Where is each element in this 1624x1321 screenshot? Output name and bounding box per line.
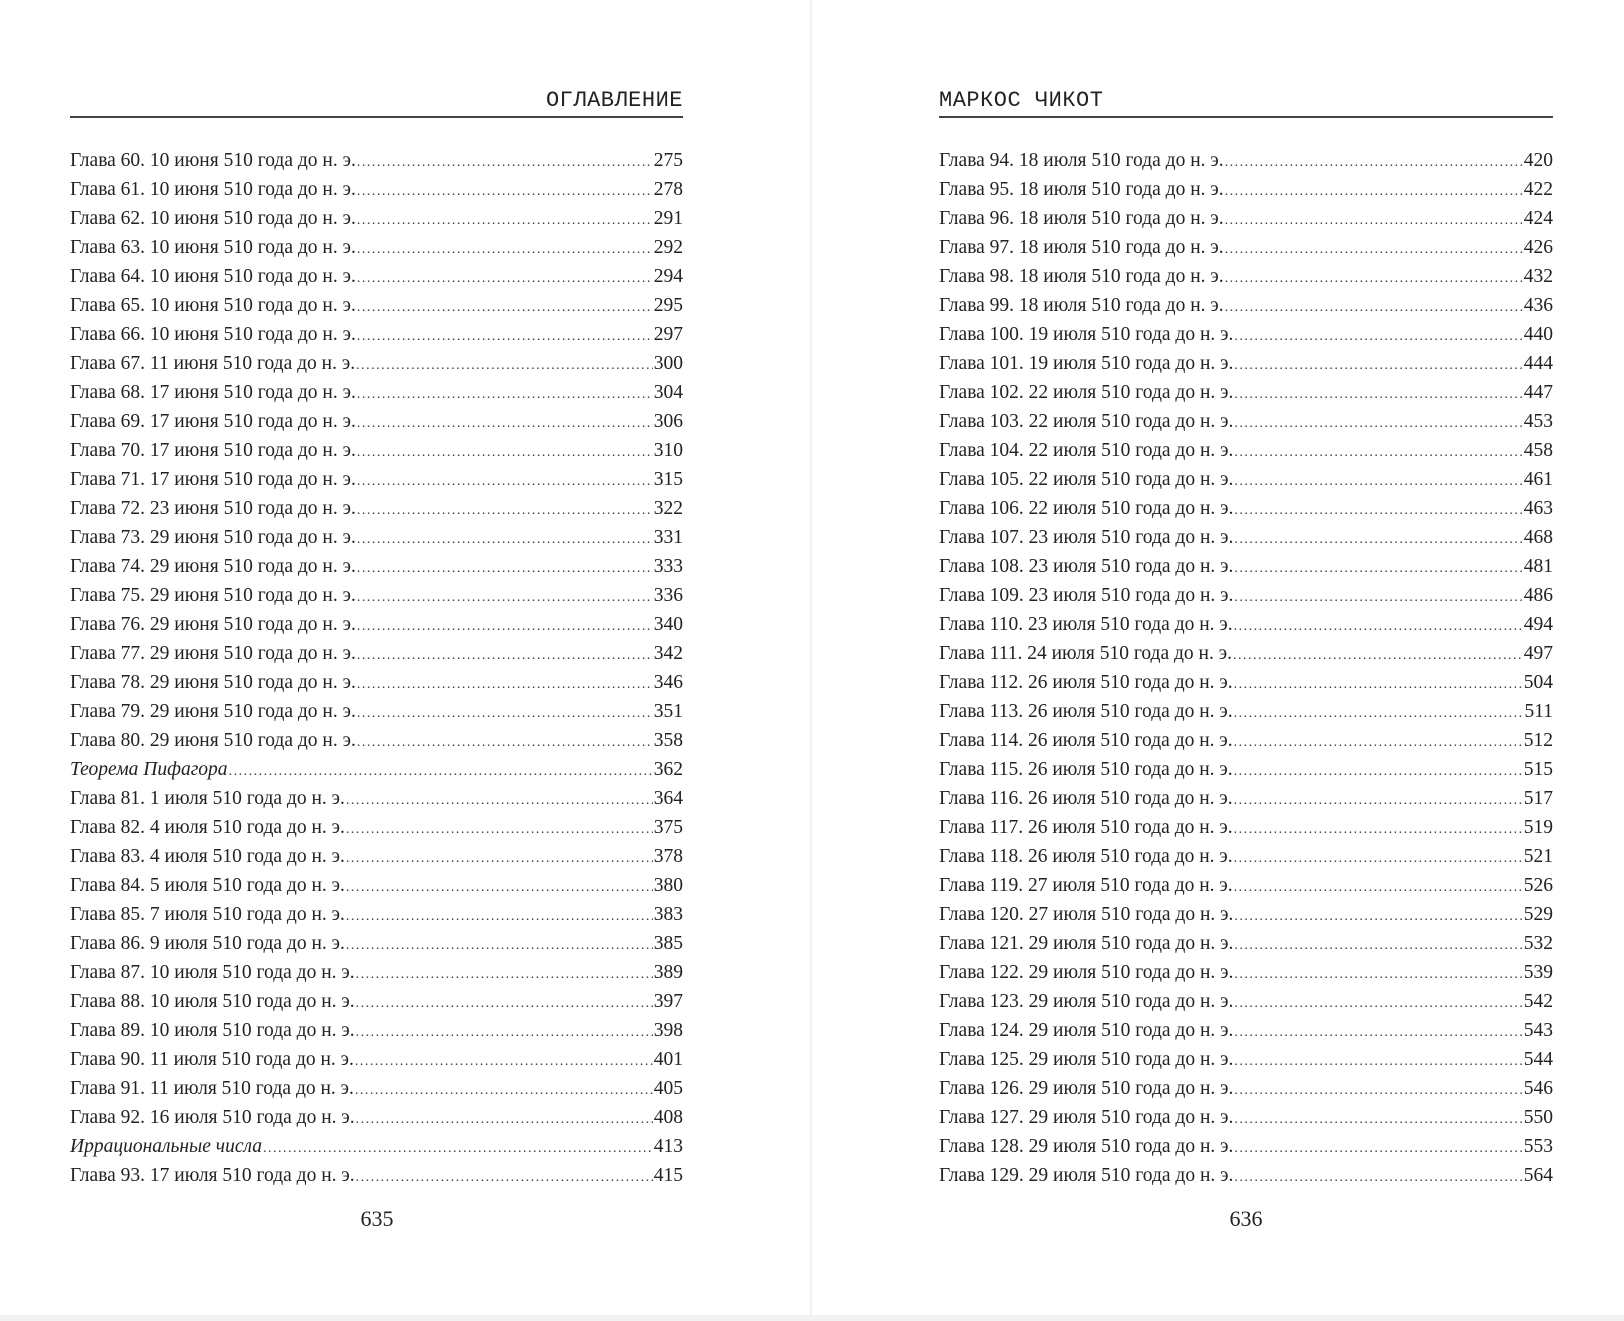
toc-entry [70, 726, 683, 755]
toc-entry-title: Глава 105. 22 июля 510 года до н. э. [939, 469, 1234, 490]
toc-entry-title: Глава 97. 18 июля 510 года до н. э. [939, 237, 1224, 258]
toc-entry-title: Глава 79. 29 июня 510 года до н. э. [70, 701, 356, 722]
toc-entry-title: Глава 96. 18 июля 510 года до н. э. [939, 208, 1224, 229]
dot-leader [357, 728, 653, 757]
toc-entry-title: Теорема Пифагора [70, 759, 228, 780]
toc-entry-page: 440 [1523, 324, 1553, 345]
dot-leader [357, 496, 653, 525]
dot-leader [1225, 235, 1523, 264]
toc-entry-page: 550 [1523, 1107, 1553, 1128]
toc-entry-page: 310 [653, 440, 683, 461]
toc-entry-page: 497 [1523, 643, 1553, 664]
toc-entry-page: 444 [1523, 353, 1553, 374]
toc-entry-title: Глава 113. 26 июля 510 года до н. э. [939, 701, 1233, 722]
dot-leader [1234, 902, 1522, 931]
toc-entry-page: 342 [653, 643, 683, 664]
toc-entry-title: Глава 84. 5 июля 510 года до н. э. [70, 875, 345, 896]
toc-entry [939, 813, 1553, 842]
toc-entry-title: Глава 102. 22 июля 510 года до н. э. [939, 382, 1234, 403]
toc-entry-page: 521 [1523, 846, 1553, 867]
toc-entry-page: 447 [1523, 382, 1553, 403]
dot-leader [356, 1018, 653, 1047]
toc-entry [939, 436, 1553, 465]
dot-leader [356, 1105, 653, 1134]
dot-leader [1234, 670, 1523, 699]
toc-entry-title: Глава 75. 29 июня 510 года до н. э. [70, 585, 356, 606]
toc-entry-title: Иррациональные числа [70, 1136, 262, 1157]
dot-leader [1225, 264, 1523, 293]
toc-entry-page: 468 [1523, 527, 1553, 548]
toc-entry [939, 1045, 1553, 1074]
dot-leader [357, 438, 653, 467]
toc-entry-title: Глава 119. 27 июля 510 года до н. э. [939, 875, 1233, 896]
dot-leader [346, 931, 653, 960]
dot-leader [1234, 583, 1522, 612]
toc-entry-page: 422 [1523, 179, 1553, 200]
toc-entry [939, 581, 1553, 610]
toc-entry [70, 378, 683, 407]
toc-entry-title: Глава 71. 17 июня 510 года до н. э. [70, 469, 356, 490]
toc-entry [939, 784, 1553, 813]
toc-entry-page: 526 [1523, 875, 1553, 896]
toc-entry-title: Глава 116. 26 июля 510 года до н. э. [939, 788, 1233, 809]
toc-entry-page: 420 [1523, 150, 1553, 171]
page-number: 635 [360, 1206, 394, 1231]
toc-entry-title: Глава 87. 10 июля 510 года до н. э. [70, 962, 355, 983]
dot-leader [1225, 148, 1523, 177]
toc-entry-page: 295 [653, 295, 683, 316]
toc-entry-title: Глава 89. 10 июля 510 года до н. э. [70, 1020, 355, 1041]
toc-entry-page: 542 [1523, 991, 1553, 1012]
dot-leader [1234, 815, 1523, 844]
toc-entry [939, 871, 1553, 900]
toc-entry [70, 494, 683, 523]
dot-leader [357, 380, 653, 409]
toc-entry [70, 639, 683, 668]
dot-leader [1225, 177, 1523, 206]
toc-entry-page: 398 [653, 1020, 683, 1041]
toc-entry [70, 1161, 683, 1190]
toc-entry [939, 1161, 1553, 1190]
dot-leader [357, 612, 653, 641]
dot-leader [1234, 699, 1524, 728]
toc-entry-title: Глава 73. 29 июня 510 года до н. э. [70, 527, 356, 548]
toc-entry [939, 610, 1553, 639]
dot-leader [1234, 467, 1522, 496]
toc-entry-page: 515 [1523, 759, 1553, 780]
toc-entry [70, 320, 683, 349]
toc-entry [70, 523, 683, 552]
toc-entry-title: Глава 127. 29 июля 510 года до н. э. [939, 1107, 1234, 1128]
toc-entry-title: Глава 69. 17 июня 510 года до н. э. [70, 411, 356, 432]
toc-entry-title: Глава 124. 29 июля 510 года до н. э. [939, 1020, 1234, 1041]
toc-entry-page: 426 [1523, 237, 1553, 258]
dot-leader [1225, 206, 1523, 235]
toc-entry-page: 458 [1523, 440, 1553, 461]
dot-leader [1234, 1134, 1522, 1163]
toc-entry [939, 494, 1553, 523]
toc-entry-page: 378 [653, 846, 683, 867]
running-header: ОГЛАВЛЕНИЕ [70, 86, 683, 118]
toc-entry-title: Глава 107. 23 июля 510 года до н. э. [939, 527, 1234, 548]
dot-leader [357, 583, 653, 612]
toc-entry-title: Глава 64. 10 июня 510 года до н. э. [70, 266, 356, 287]
dot-leader [1234, 351, 1522, 380]
toc-entry-page: 358 [653, 730, 683, 751]
toc-entry-title: Глава 77. 29 июня 510 года до н. э. [70, 643, 356, 664]
toc-entry-page: 401 [653, 1049, 683, 1070]
dot-leader [356, 351, 653, 380]
toc-entry-title: Глава 80. 29 июня 510 года до н. э. [70, 730, 356, 751]
toc-entry [70, 552, 683, 581]
toc-entry [70, 900, 683, 929]
dot-leader [1234, 496, 1522, 525]
toc-entry-page: 463 [1523, 498, 1553, 519]
toc-entry-title: Глава 122. 29 июля 510 года до н. э. [939, 962, 1234, 983]
toc-entry [70, 1103, 683, 1132]
toc-entry [70, 871, 683, 900]
toc-entry-title: Глава 98. 18 июля 510 года до н. э. [939, 266, 1224, 287]
toc-entry [70, 1045, 683, 1074]
toc-entry-title: Глава 76. 29 июня 510 года до н. э. [70, 614, 356, 635]
right-page [812, 0, 1624, 1321]
toc-entry-title: Глава 114. 26 июля 510 года до н. э. [939, 730, 1233, 751]
toc-entry [939, 842, 1553, 871]
toc-entry-page: 486 [1523, 585, 1553, 606]
toc-entry-title: Глава 90. 11 июля 510 года до н. э. [70, 1049, 354, 1070]
toc-entry [939, 900, 1553, 929]
dot-leader [1234, 1105, 1522, 1134]
toc-list [70, 146, 683, 1190]
toc-entry-page: 432 [1523, 266, 1553, 287]
toc-entry-page: 481 [1523, 556, 1553, 577]
toc-entry-page: 413 [653, 1136, 683, 1157]
dot-leader [346, 873, 653, 902]
dot-leader [1234, 409, 1522, 438]
toc-entry-title: Глава 91. 11 июля 510 года до н. э. [70, 1078, 354, 1099]
dot-leader [346, 902, 653, 931]
toc-entry-title: Глава 118. 26 июля 510 года до н. э. [939, 846, 1233, 867]
toc-entry-page: 292 [653, 237, 683, 258]
toc-entry-page: 461 [1523, 469, 1553, 490]
toc-entry-title: Глава 101. 19 июля 510 года до н. э. [939, 353, 1234, 374]
toc-entry [70, 784, 683, 813]
toc-entry-page: 315 [653, 469, 683, 490]
toc-entry [939, 639, 1553, 668]
toc-entry-title: Глава 72. 23 июня 510 года до н. э. [70, 498, 356, 519]
toc-entry-page: 275 [653, 150, 683, 171]
toc-entry [939, 146, 1553, 175]
dot-leader [1225, 293, 1523, 322]
toc-entry [939, 1016, 1553, 1045]
dot-leader [263, 1134, 653, 1163]
toc-entry-page: 362 [653, 759, 683, 780]
toc-entry-title: Глава 110. 23 июля 510 года до н. э. [939, 614, 1233, 635]
toc-entry-title: Глава 115. 26 июля 510 года до н. э. [939, 759, 1233, 780]
toc-entry [70, 755, 683, 784]
dot-leader [357, 641, 653, 670]
toc-entry [939, 668, 1553, 697]
toc-entry-page: 304 [653, 382, 683, 403]
dot-leader [357, 206, 653, 235]
toc-entry [939, 349, 1553, 378]
toc-entry-page: 532 [1523, 933, 1553, 954]
dot-leader [1234, 989, 1522, 1018]
toc-entry [70, 436, 683, 465]
dot-leader [357, 699, 653, 728]
dot-leader [1234, 728, 1523, 757]
toc-entry-title: Глава 82. 4 июля 510 года до н. э. [70, 817, 345, 838]
toc-entry [939, 697, 1553, 726]
toc-entry-page: 453 [1523, 411, 1553, 432]
toc-entry [939, 523, 1553, 552]
dot-leader [356, 1163, 653, 1192]
dot-leader [1234, 554, 1522, 583]
toc-entry-page: 504 [1523, 672, 1553, 693]
toc-entry [70, 1074, 683, 1103]
toc-entry-title: Глава 88. 10 июля 510 года до н. э. [70, 991, 355, 1012]
toc-entry-title: Глава 109. 23 июля 510 года до н. э. [939, 585, 1234, 606]
toc-entry-page: 512 [1523, 730, 1553, 751]
toc-entry-title: Глава 111. 24 июля 510 года до н. э. [939, 643, 1232, 664]
toc-entry-page: 494 [1523, 614, 1553, 635]
toc-entry [939, 552, 1553, 581]
toc-entry-page: 351 [653, 701, 683, 722]
toc-entry [70, 958, 683, 987]
toc-entry [939, 378, 1553, 407]
toc-entry-title: Глава 120. 27 июля 510 года до н. э. [939, 904, 1234, 925]
dot-leader [229, 757, 653, 786]
toc-entry-page: 436 [1523, 295, 1553, 316]
toc-list [939, 146, 1553, 1190]
toc-entry-title: Глава 81. 1 июля 510 года до н. э. [70, 788, 345, 809]
dot-leader [357, 409, 653, 438]
toc-entry [939, 175, 1553, 204]
toc-entry [70, 204, 683, 233]
toc-entry-title: Глава 65. 10 июня 510 года до н. э. [70, 295, 356, 316]
toc-entry [939, 958, 1553, 987]
toc-entry-page: 383 [653, 904, 683, 925]
dot-leader [357, 322, 653, 351]
toc-entry-title: Глава 92. 16 июля 510 года до н. э. [70, 1107, 355, 1128]
toc-entry [70, 668, 683, 697]
dot-leader [346, 786, 653, 815]
toc-entry-title: Глава 128. 29 июля 510 года до н. э. [939, 1136, 1234, 1157]
toc-entry [939, 1132, 1553, 1161]
toc-entry-title: Глава 108. 23 июля 510 года до н. э. [939, 556, 1234, 577]
toc-entry [939, 204, 1553, 233]
toc-entry-title: Глава 78. 29 июня 510 года до н. э. [70, 672, 356, 693]
dot-leader [1234, 844, 1523, 873]
toc-entry-page: 389 [653, 962, 683, 983]
dot-leader [346, 815, 653, 844]
toc-entry-title: Глава 61. 10 июня 510 года до н. э. [70, 179, 356, 200]
toc-entry [70, 610, 683, 639]
toc-entry-title: Глава 126. 29 июля 510 года до н. э. [939, 1078, 1234, 1099]
toc-entry [70, 262, 683, 291]
dot-leader [357, 670, 653, 699]
dot-leader [1234, 1163, 1522, 1192]
toc-entry-title: Глава 67. 11 июня 510 года до н. э. [70, 353, 356, 374]
toc-entry-page: 380 [653, 875, 683, 896]
toc-entry [70, 987, 683, 1016]
toc-entry-title: Глава 60. 10 июня 510 года до н. э. [70, 150, 356, 171]
toc-entry-page: 294 [653, 266, 683, 287]
dot-leader [1234, 1018, 1522, 1047]
left-page [0, 0, 811, 1321]
toc-entry-page: 385 [653, 933, 683, 954]
toc-entry [70, 175, 683, 204]
page-number: 636 [1229, 1206, 1263, 1231]
toc-entry [939, 465, 1553, 494]
dot-leader [1234, 1047, 1522, 1076]
toc-entry [939, 407, 1553, 436]
dot-leader [1234, 438, 1522, 467]
toc-entry-page: 544 [1523, 1049, 1553, 1070]
toc-entry-title: Глава 106. 22 июля 510 года до н. э. [939, 498, 1234, 519]
dot-leader [1234, 525, 1522, 554]
dot-leader [1234, 873, 1523, 902]
dot-leader [357, 177, 653, 206]
toc-entry-page: 340 [653, 614, 683, 635]
toc-entry [939, 233, 1553, 262]
dot-leader [357, 554, 653, 583]
toc-entry [70, 1132, 683, 1161]
toc-entry-title: Глава 85. 7 июля 510 года до н. э. [70, 904, 345, 925]
dot-leader [1234, 380, 1522, 409]
toc-entry-title: Глава 121. 29 июля 510 года до н. э. [939, 933, 1234, 954]
dot-leader [357, 293, 653, 322]
toc-entry [939, 1103, 1553, 1132]
toc-entry-title: Глава 123. 29 июля 510 года до н. э. [939, 991, 1234, 1012]
dot-leader [355, 1047, 653, 1076]
toc-entry-page: 546 [1523, 1078, 1553, 1099]
toc-entry-page: 424 [1523, 208, 1553, 229]
toc-entry-page: 539 [1523, 962, 1553, 983]
dot-leader [1234, 960, 1522, 989]
toc-entry [939, 987, 1553, 1016]
dot-leader [1233, 641, 1523, 670]
dot-leader [1234, 1076, 1522, 1105]
toc-entry-page: 346 [653, 672, 683, 693]
toc-entry-page: 278 [653, 179, 683, 200]
toc-entry-title: Глава 86. 9 июля 510 года до н. э. [70, 933, 345, 954]
toc-entry-title: Глава 93. 17 июля 510 года до н. э. [70, 1165, 355, 1186]
toc-entry-page: 297 [653, 324, 683, 345]
toc-entry [939, 929, 1553, 958]
toc-entry [70, 146, 683, 175]
page-bottom-edge [0, 1315, 1624, 1321]
toc-entry-page: 375 [653, 817, 683, 838]
running-header: МАРКОС ЧИКОТ [939, 86, 1553, 118]
toc-entry [939, 262, 1553, 291]
dot-leader [346, 844, 653, 873]
dot-leader [357, 235, 653, 264]
toc-entry [70, 465, 683, 494]
toc-entry-title: Глава 99. 18 июля 510 года до н. э. [939, 295, 1224, 316]
toc-entry-page: 331 [653, 527, 683, 548]
toc-entry [70, 929, 683, 958]
toc-entry [70, 291, 683, 320]
toc-entry-title: Глава 117. 26 июля 510 года до н. э. [939, 817, 1233, 838]
dot-leader [357, 467, 653, 496]
toc-entry [939, 320, 1553, 349]
toc-entry-page: 322 [653, 498, 683, 519]
toc-entry-title: Глава 62. 10 июня 510 года до н. э. [70, 208, 356, 229]
toc-entry [70, 407, 683, 436]
dot-leader [355, 1076, 653, 1105]
toc-entry-title: Глава 63. 10 июня 510 года до н. э. [70, 237, 356, 258]
toc-entry-page: 364 [653, 788, 683, 809]
toc-entry-page: 300 [653, 353, 683, 374]
toc-entry-title: Глава 94. 18 июля 510 года до н. э. [939, 150, 1224, 171]
toc-entry [939, 291, 1553, 320]
toc-entry-title: Глава 129. 29 июля 510 года до н. э. [939, 1165, 1234, 1186]
toc-entry-page: 306 [653, 411, 683, 432]
dot-leader [1234, 786, 1523, 815]
dot-leader [1234, 931, 1522, 960]
toc-entry [70, 233, 683, 262]
toc-entry [939, 1074, 1553, 1103]
toc-entry-page: 415 [653, 1165, 683, 1186]
dot-leader [1234, 322, 1522, 351]
toc-entry-page: 511 [1524, 701, 1553, 722]
dot-leader [1234, 757, 1523, 786]
toc-entry-page: 553 [1523, 1136, 1553, 1157]
toc-entry-page: 564 [1523, 1165, 1553, 1186]
toc-entry-page: 529 [1523, 904, 1553, 925]
toc-entry [70, 697, 683, 726]
toc-entry-page: 519 [1523, 817, 1553, 838]
toc-entry-title: Глава 100. 19 июля 510 года до н. э. [939, 324, 1234, 345]
toc-entry-title: Глава 70. 17 июня 510 года до н. э. [70, 440, 356, 461]
dot-leader [1234, 612, 1523, 641]
toc-entry-page: 543 [1523, 1020, 1553, 1041]
toc-entry-title: Глава 104. 22 июля 510 года до н. э. [939, 440, 1234, 461]
toc-entry [70, 581, 683, 610]
toc-entry [939, 755, 1553, 784]
toc-entry-page: 397 [653, 991, 683, 1012]
toc-entry [70, 1016, 683, 1045]
dot-leader [357, 525, 653, 554]
toc-entry [70, 842, 683, 871]
toc-entry-title: Глава 74. 29 июня 510 года до н. э. [70, 556, 356, 577]
toc-entry-title: Глава 125. 29 июля 510 года до н. э. [939, 1049, 1234, 1070]
toc-entry-title: Глава 103. 22 июля 510 года до н. э. [939, 411, 1234, 432]
toc-entry-title: Глава 68. 17 июня 510 года до н. э. [70, 382, 356, 403]
toc-entry-title: Глава 112. 26 июля 510 года до н. э. [939, 672, 1233, 693]
toc-entry-title: Глава 66. 10 июня 510 года до н. э. [70, 324, 356, 345]
toc-entry-page: 517 [1523, 788, 1553, 809]
toc-entry-page: 408 [653, 1107, 683, 1128]
toc-entry-page: 291 [653, 208, 683, 229]
toc-entry-page: 333 [653, 556, 683, 577]
dot-leader [357, 264, 653, 293]
toc-entry-page: 336 [653, 585, 683, 606]
toc-entry [939, 726, 1553, 755]
toc-entry-title: Глава 95. 18 июля 510 года до н. э. [939, 179, 1224, 200]
dot-leader [357, 148, 653, 177]
dot-leader [356, 989, 653, 1018]
toc-entry [70, 349, 683, 378]
toc-entry [70, 813, 683, 842]
toc-entry-title: Глава 83. 4 июля 510 года до н. э. [70, 846, 345, 867]
dot-leader [356, 960, 653, 989]
toc-entry-page: 405 [653, 1078, 683, 1099]
